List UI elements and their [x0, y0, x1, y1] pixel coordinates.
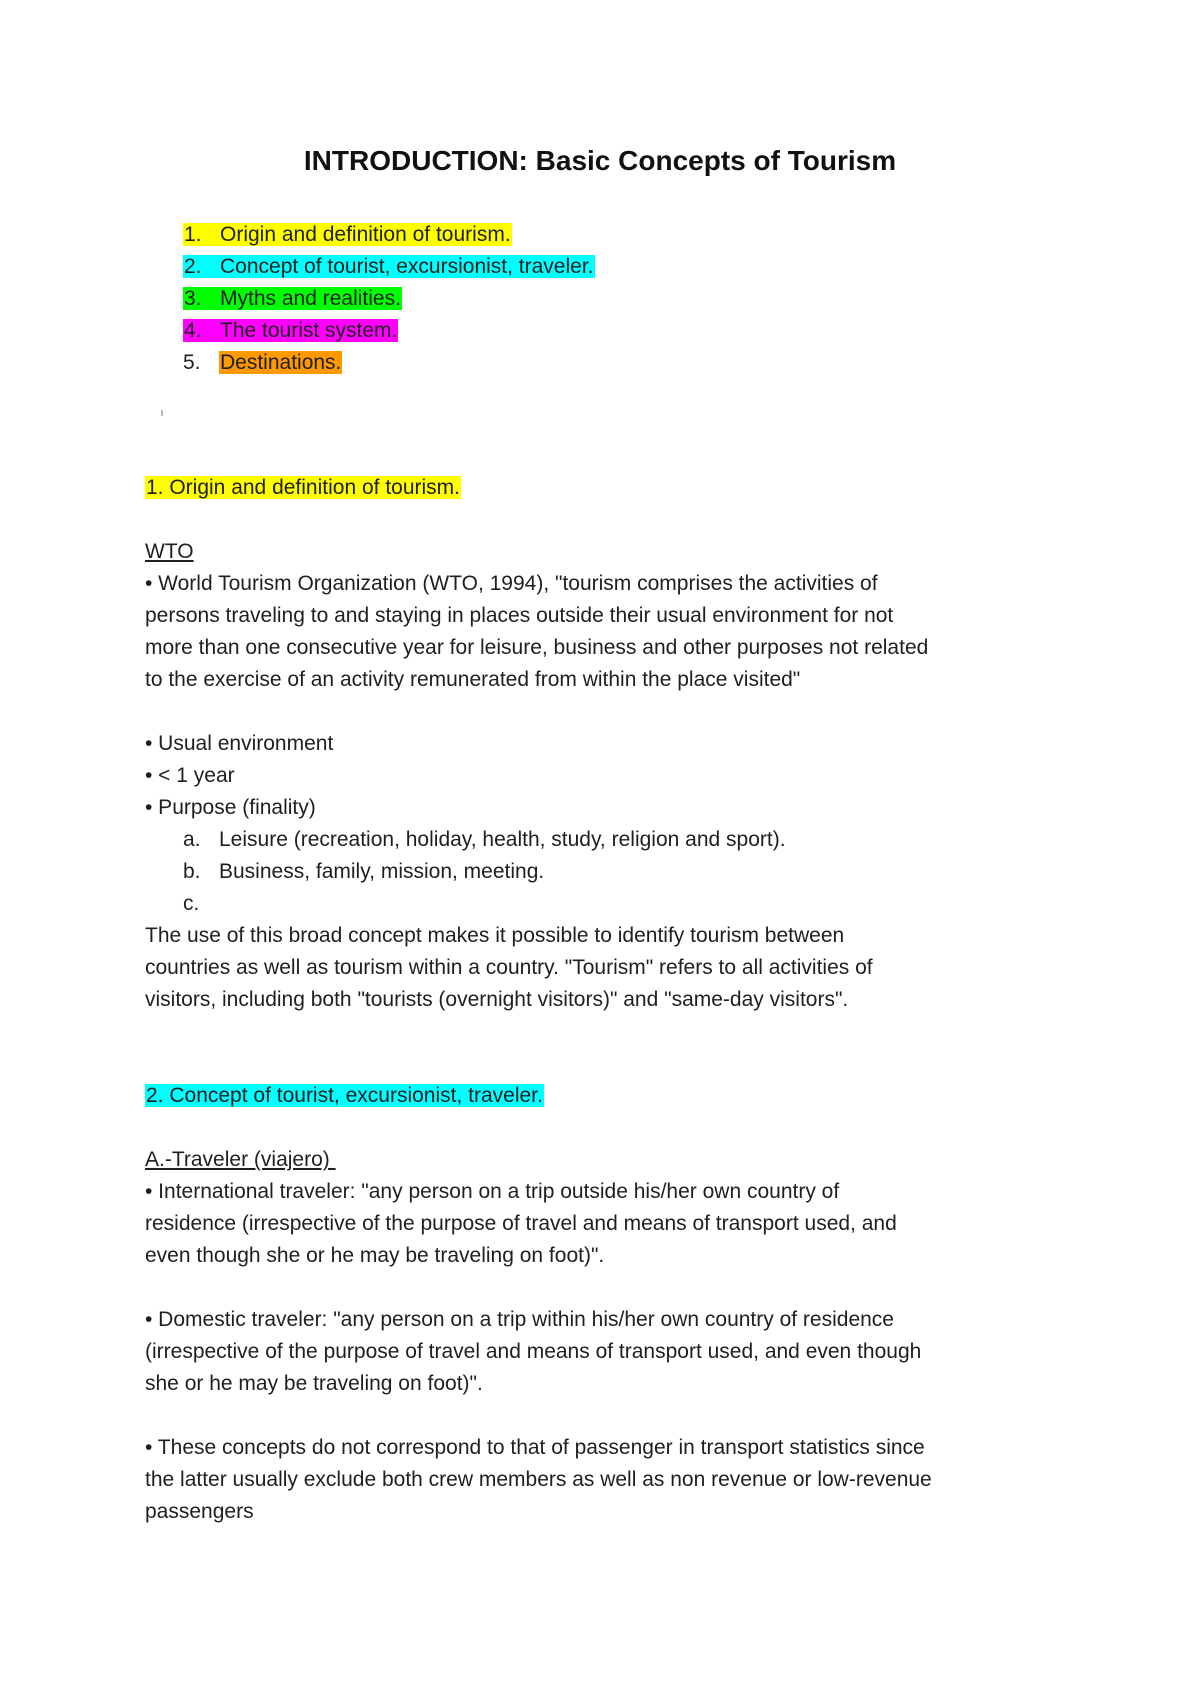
toc-number: 3. — [184, 287, 202, 310]
toc-label: Concept of tourist, excursionist, traveler. — [220, 255, 594, 278]
section-heading — [145, 1080, 544, 1112]
toc-item-highlight — [183, 255, 595, 278]
paragraph-line: residence (irrespective of the purpose of travel and means of transport used, and — [145, 1212, 897, 1235]
toc-item-highlight — [183, 223, 512, 246]
toc-number: 4. — [184, 319, 202, 342]
toc-label: Origin and definition of tourism. — [220, 223, 511, 246]
definition-line: • World Tourism Organization (WTO, 1994), "tourism comprises the activities of — [145, 572, 878, 595]
toc-number: 1. — [184, 223, 202, 246]
purpose-text: Leisure (recreation, holiday, health, study, religion and sport). — [219, 828, 786, 851]
definition-line: persons traveling to and staying in places outside their usual environment for not — [145, 604, 894, 627]
toc-item-highlight — [183, 319, 398, 342]
purpose-text: Business, family, mission, meeting. — [219, 860, 545, 883]
paragraph-line: countries as well as tourism within a country. "Tourism" refers to all activities of — [145, 956, 873, 979]
paragraph-line: • International traveler: "any person on a trip outside his/her own country of — [145, 1180, 840, 1203]
paragraph-line: even though she or he may be traveling on foot)". — [145, 1244, 605, 1267]
definition-line: more than one consecutive year for leisure, business and other purposes not related — [145, 636, 929, 659]
toc-label: Myths and realities. — [220, 287, 401, 310]
paragraph-line: visitors, including both "tourists (overnight visitors)" and "same-day visitors". — [145, 988, 849, 1011]
paragraph-line: The use of this broad concept makes it possible to identify tourism between — [145, 924, 845, 947]
section-heading-text: 2. Concept of tourist, excursionist, traveler. — [146, 1084, 543, 1107]
page-title: INTRODUCTION: Basic Concepts of Tourism — [303, 145, 897, 176]
purpose-item — [183, 888, 219, 920]
purpose-item — [183, 824, 786, 856]
section-heading — [145, 472, 461, 504]
toc-item — [183, 283, 402, 315]
bullet-item: • Purpose (finality) — [145, 796, 316, 819]
definition-line: to the exercise of an activity remunerated from within the place visited" — [145, 668, 801, 691]
paragraph-line: • Domestic traveler: "any person on a trip within his/her own country of residence — [145, 1308, 894, 1331]
toc-number: 2. — [184, 255, 202, 278]
toc-item — [183, 219, 512, 251]
toc-number: 5. — [183, 351, 201, 374]
section-heading-text: 1. Origin and definition of tourism. — [146, 476, 460, 499]
subheading-traveler: A.-Traveler (viajero) — [145, 1148, 336, 1171]
paragraph-line: (irrespective of the purpose of travel and means of transport used, and even though — [145, 1340, 922, 1363]
list-marker: c. — [183, 892, 200, 915]
subheading-wto: WTO — [145, 540, 194, 563]
toc-label: The tourist system. — [220, 319, 398, 342]
paragraph-line: • These concepts do not correspond to that of passenger in transport statistics since — [145, 1436, 925, 1459]
list-marker: b. — [183, 860, 201, 883]
paragraph-line: she or he may be traveling on foot)". — [145, 1372, 483, 1395]
toc-item-highlight — [183, 287, 402, 310]
toc-item — [183, 315, 398, 347]
bullet-item: • < 1 year — [145, 764, 235, 787]
toc-item — [183, 251, 595, 283]
toc-item — [183, 347, 342, 379]
toc-label: Destinations. — [220, 351, 342, 374]
purpose-item — [183, 856, 544, 888]
paragraph-line: the latter usually exclude both crew members as well as non revenue or low-revenue — [145, 1468, 932, 1491]
paragraph-line: passengers — [145, 1500, 254, 1523]
stray-mark — [161, 410, 163, 416]
bullet-item: • Usual environment — [145, 732, 334, 755]
list-marker: a. — [183, 828, 201, 851]
